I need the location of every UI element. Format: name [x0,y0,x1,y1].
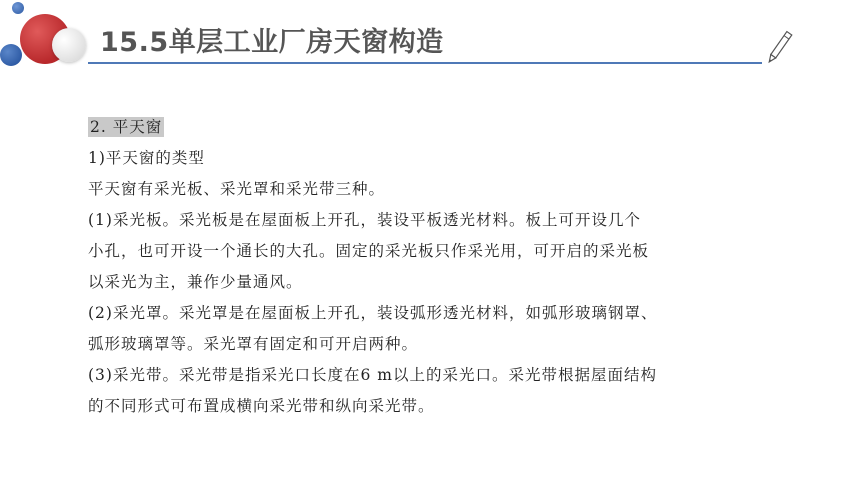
section-heading-text: 2. 平天窗 [90,118,163,136]
pencil-icon [764,28,794,68]
decor-circle-blue [0,44,22,66]
text-line: (3)采光带。采光带是指采光口长度在6 m以上的采光口。采光带根据屋面结构 [88,366,657,384]
decor-circle-small-blue [12,2,24,14]
decor-circle-gray [52,28,86,62]
text-line: 小孔，也可开设一个通长的大孔。固定的采光板只作采光用，可开启的采光板 [88,242,650,260]
text-line: 平天窗有采光板、采光罩和采光带三种。 [88,180,386,198]
text-line: 以采光为主，兼作少量通风。 [88,273,303,291]
title-underline [88,62,762,64]
text-line: 1)平天窗的类型 [88,149,205,167]
page-title: 15.5单层工业厂房天窗构造 [100,27,444,58]
text-line: (2)采光罩。采光罩是在屋面板上开孔，装设弧形透光材料，如弧形玻璃钢罩、 [88,304,658,322]
text-line: 弧形玻璃罩等。采光罩有固定和可开启两种。 [88,335,419,353]
section-heading [88,112,768,143]
text-line: (1)采光板。采光板是在屋面板上开孔，装设平板透光材料。板上可开设几个 [88,211,641,229]
content-body [88,112,768,422]
text-line: 的不同形式可布置成横向采光带和纵向采光带。 [88,397,435,415]
